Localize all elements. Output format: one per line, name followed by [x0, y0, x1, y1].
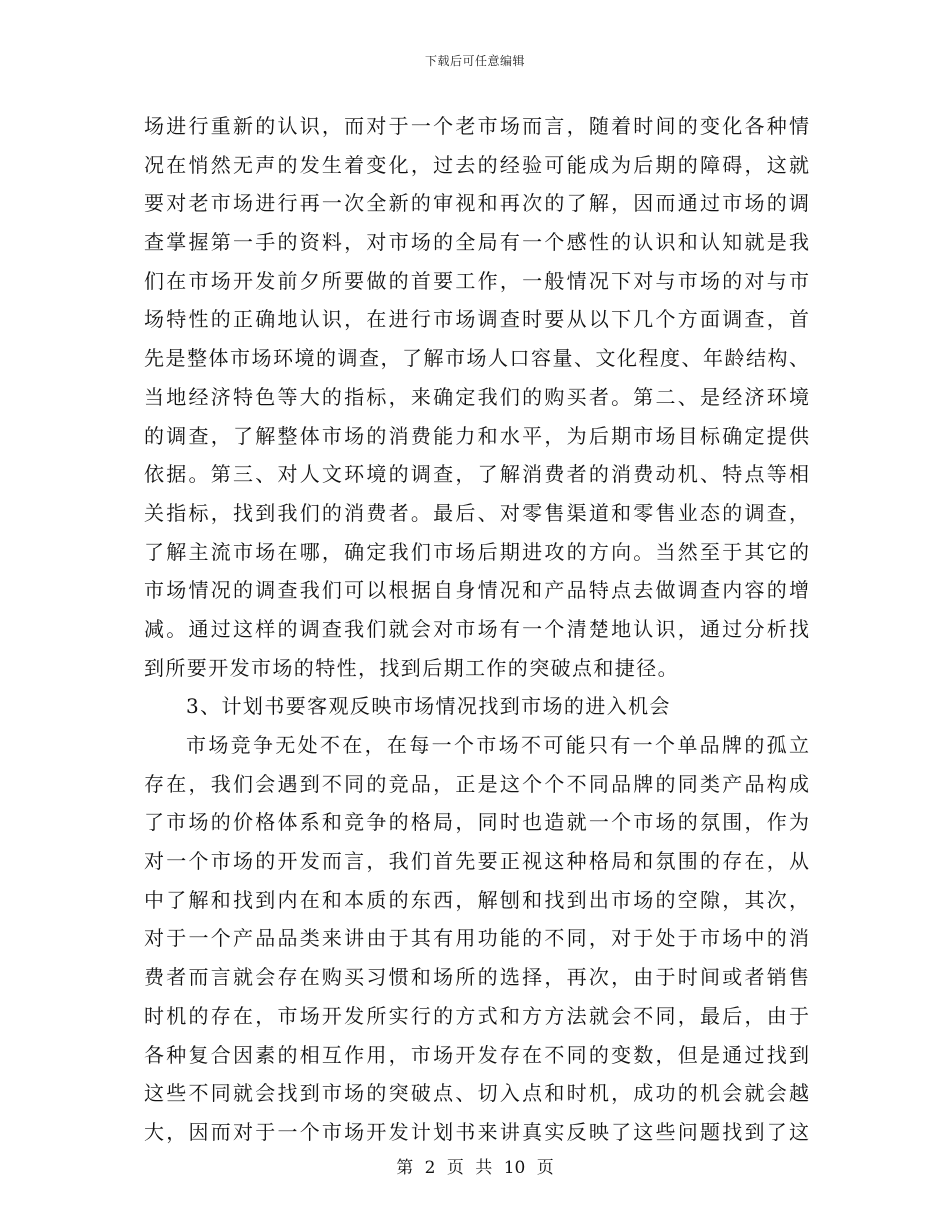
page-header: 下载后可任意编辑: [424, 54, 525, 68]
text-line: 市场情况的调查我们可以根据自身情况和产品特点去做调查内容的增: [144, 578, 809, 603]
text-line: 费者而言就会存在购买习惯和场所的选择，再次，由于时间或者销售: [144, 965, 809, 990]
text-line: 3、计划书要客观反映市场情况找到市场的进入机会: [186, 694, 671, 719]
text-line: 市场竞争无处不在，在每一个市场不可能只有一个单品牌的孤立: [186, 733, 809, 757]
text-line: 大，因而对于一个市场开发计划书来讲真实反映了这些问题找到了这: [144, 1119, 809, 1144]
text-line: 各种复合因素的相互作用，市场开发存在不同的变数，但是通过找到: [144, 1042, 809, 1067]
text-line: 了解主流市场在哪，确定我们市场后期进攻的方向。当然至于其它的: [144, 539, 809, 564]
text-line: 对一个市场的开发而言，我们首先要正视这种格局和氛围的存在，从: [144, 849, 809, 874]
text-line: 时机的存在，市场开发所实行的方式和方方法就会不同，最后，由于: [144, 1003, 809, 1028]
text-line: 的调查，了解整体市场的消费能力和水平，为后期市场目标确定提供: [144, 423, 809, 448]
text-line: 依据。第三、对人文环境的调查，了解消费者的消费动机、特点等相: [144, 462, 809, 487]
text-line: 对于一个产品品类来讲由于其有用功能的不同，对于处于市场中的消: [144, 926, 809, 951]
body-text: [144, 107, 809, 1152]
text-line: 到所要开发市场的特性，找到后期工作的突破点和捷径。: [144, 655, 679, 680]
text-line: 况在悄然无声的发生着变化，过去的经验可能成为后期的障碍，这就: [144, 152, 809, 177]
text-line: 这些不同就会找到市场的突破点、切入点和时机，成功的机会就会越: [144, 1081, 809, 1106]
text-line: 查掌握第一手的资料，对市场的全局有一个感性的认识和认知就是我: [144, 230, 809, 255]
page-footer: 第 2 页 共 10 页: [396, 1158, 554, 1178]
text-line: 中了解和找到内在和本质的东西，解刨和找到出市场的空隙，其次，: [144, 887, 809, 912]
text-line: 场进行重新的认识，而对于一个老市场而言，随着时间的变化各种情: [144, 114, 809, 138]
text-line: 减。通过这样的调查我们就会对市场有一个清楚地认识，通过分析找: [144, 616, 809, 641]
text-line: 们在市场开发前夕所要做的首要工作，一般情况下对与市场的对与市: [144, 268, 809, 293]
text-line: 场特性的正确地认识，在进行市场调查时要从以下几个方面调查，首: [144, 307, 809, 332]
text-line: 先是整体市场环境的调查，了解市场人口容量、文化程度、年龄结构、: [144, 346, 809, 371]
text-line: 存在，我们会遇到不同的竞品，正是这个个不同品牌的同类产品构成: [144, 771, 809, 796]
text-line: 当地经济特色等大的指标，来确定我们的购买者。第二、是经济环境: [144, 384, 809, 409]
text-line: 要对老市场进行再一次全新的审视和再次的了解，因而通过市场的调: [144, 191, 809, 216]
text-line: 关指标，找到我们的消费者。最后、对零售渠道和零售业态的调查，: [144, 500, 809, 525]
text-line: 了市场的价格体系和竞争的格局，同时也造就一个市场的氛围，作为: [144, 810, 809, 835]
